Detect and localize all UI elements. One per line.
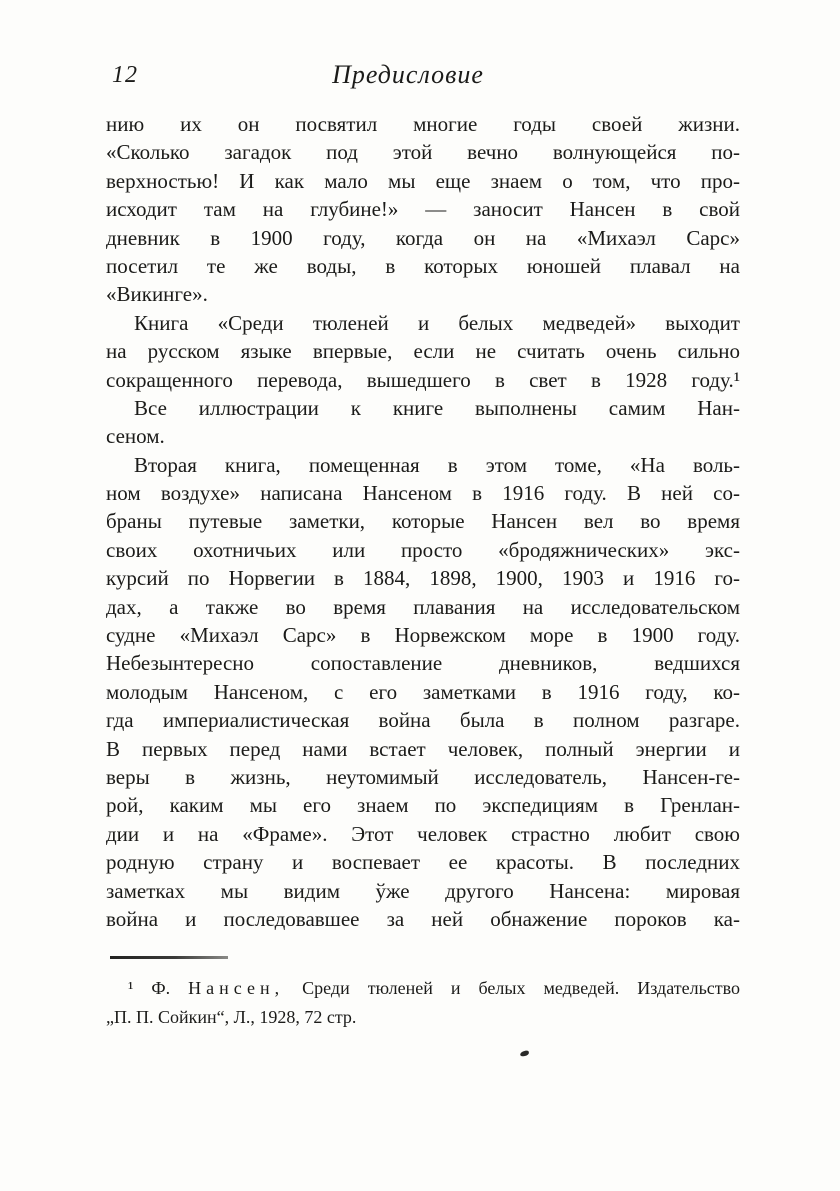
body-line: курсий по Норвегии в 1884, 1898, 1900, 1903 и 1916 го- [106,566,740,591]
footnote-marker-and-initial: ¹ Ф. [128,978,171,998]
chapter-title: Предисловие [332,60,484,89]
footnote-line: „П. П. Сойкин“, Л., 1928, 72 стр. [106,1007,357,1027]
body-line: веры в жизнь, неутомимый исследователь, Нансен-ге- [106,764,740,789]
footnote-title: Среди тюленей и белых медведей. Издательство [302,978,741,998]
body-line: браны путевые заметки, которые Нансен вел во время [106,509,740,534]
body-text [106,110,740,933]
body-line: родную страну и воспевает ее красоты. В последних [106,850,740,875]
body-line: «Сколько загадок под этой вечно волнующейся по- [106,140,740,165]
body-line: рой, каким мы его знаем по экспедициям в Гренлан- [106,793,740,818]
body-line: дах, а также во время плавания на исследовательском [106,594,740,619]
body-line: на русском языке впервые, если не считать очень сильно [106,339,740,364]
footnote [106,974,740,1032]
footnote-rule [110,956,228,959]
body-line: судне «Михаэл Сарс» в Норвежском море в 1900 году. [106,623,740,648]
body-line: посетил те же воды, в которых юношей плавал на [106,253,740,278]
body-line: исходит там на глубине!» — заносит Нансен в свой [106,197,740,222]
page-number: 12 [112,62,138,88]
body-line: «Викинге». [106,282,208,307]
running-header [106,60,740,94]
body-line: заметках мы видим ўже другого Нансена: мировая [106,878,740,903]
footnote-line [106,974,740,1003]
ink-speck [520,1050,530,1057]
body-line: Вторая книга, помещенная в этом томе, «На воль- [134,452,740,477]
body-line: сокращенного перевода, вышедшего в свет в 1928 году.¹ [106,367,740,392]
body-line: сеном. [106,424,165,449]
body-line: война и последовавшее за ней обнажение пороков ка- [106,906,740,931]
body-line: Книга «Среди тюленей и белых медведей» выходит [134,310,740,335]
body-line: нию их он посвятил многие годы своей жизни. [106,112,740,136]
body-line: Небезынтересно сопоставление дневников, ведшихся [106,651,740,676]
body-line: молодым Нансеном, с его заметками в 1916 году, ко- [106,679,740,704]
body-line: гда империалистическая война была в полном разгаре. [106,708,740,733]
body-line: ном воздухе» написана Нансеном в 1916 году. В ней со- [106,481,740,506]
body-line: дневник в 1900 году, когда он на «Михаэл Сарс» [106,225,740,250]
body-line: своих охотничьих или просто «бродяжнических» экс- [106,537,740,562]
body-line: В первых перед нами встает человек, полный энергии и [106,736,740,761]
body-line: дии и на «Фраме». Этот человек страстно любит свою [106,821,740,846]
body-line: верхностью! И как мало мы еще знаем о том, что про- [106,168,740,193]
footnote-author: Нансен, [188,978,285,998]
body-line: Все иллюстрации к книге выполнены самим Нан- [134,395,740,420]
